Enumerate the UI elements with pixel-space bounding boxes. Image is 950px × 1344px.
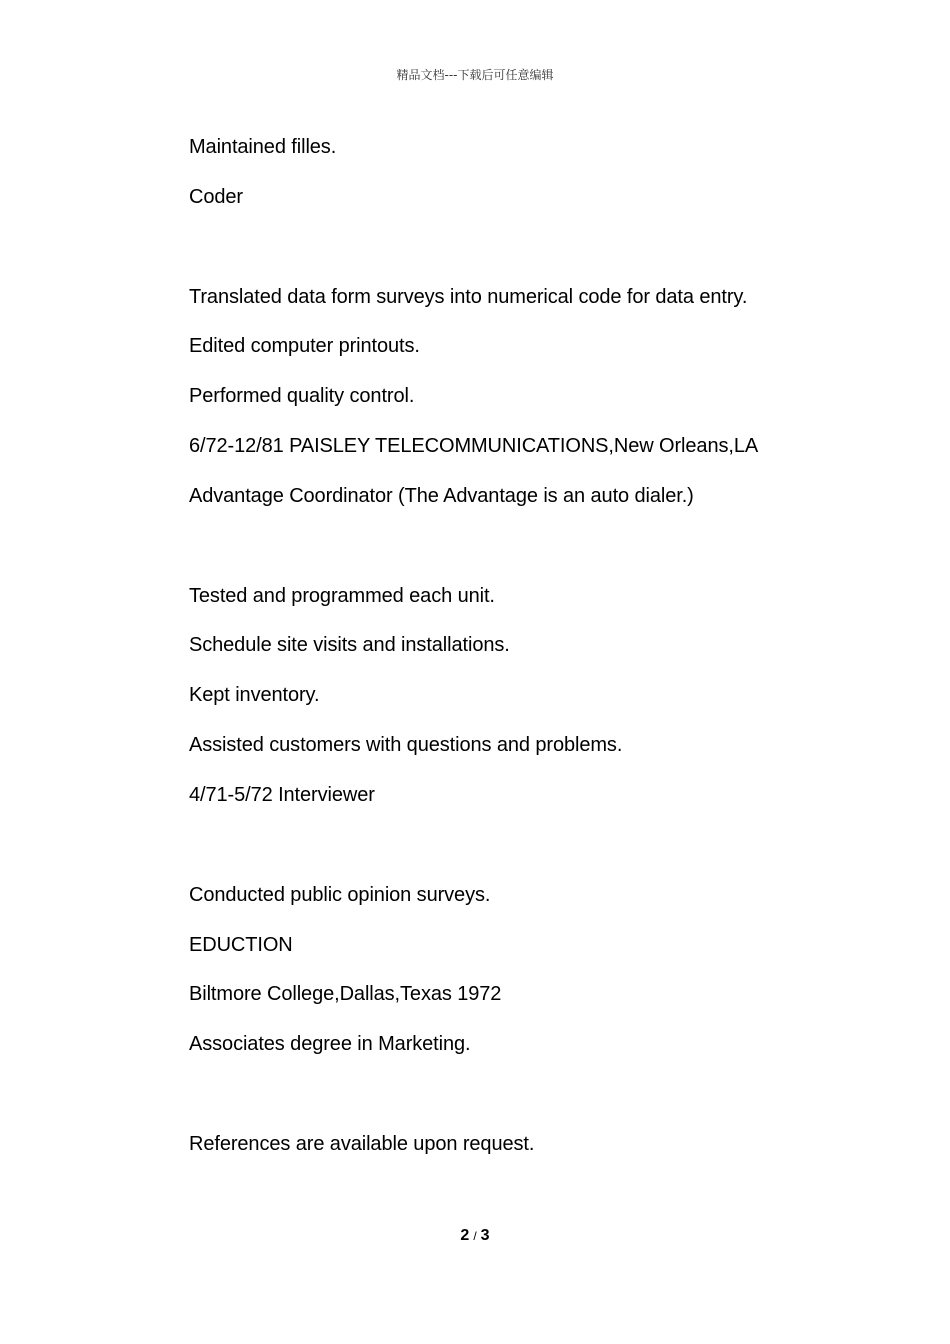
- body-line: Coder: [189, 185, 243, 208]
- total-pages-number: 3: [480, 1227, 490, 1244]
- page-separator: /: [473, 1229, 477, 1243]
- page-number: [0, 1225, 950, 1247]
- body-line: 4/71-5/72 Interviewer: [189, 783, 375, 806]
- body-line: Associates degree in Marketing.: [189, 1033, 471, 1056]
- body-line: [189, 530, 829, 580]
- page-header: 精品文档---下载后可任意编辑: [396, 68, 554, 82]
- body-line: Biltmore College,Dallas,Texas 1972: [189, 983, 502, 1006]
- body-line: Advantage Coordinator (The Advantage is an auto dialer.): [189, 484, 694, 507]
- body-line: Maintained filles.: [189, 136, 337, 158]
- body-line: Assisted customers with questions and problems.: [189, 734, 623, 757]
- body-line: [189, 829, 829, 879]
- body-line: EDUCTION: [189, 933, 293, 956]
- body-line: Kept inventory.: [189, 684, 320, 707]
- current-page-number: 2: [460, 1227, 470, 1244]
- body-line: Edited computer printouts.: [189, 335, 420, 358]
- body-line: Translated data form surveys into numerical code for data entry.: [189, 285, 748, 308]
- body-line: 6/72-12/81 PAISLEY TELECOMMUNICATIONS,New Orleans,LA: [189, 435, 759, 458]
- body-line: Schedule site visits and installations.: [189, 634, 510, 657]
- document-body: [189, 131, 829, 1178]
- body-line: Tested and programmed each unit.: [189, 584, 495, 607]
- body-line: References are available upon request.: [189, 1132, 535, 1155]
- body-line: [189, 1078, 829, 1128]
- body-line: Conducted public opinion surveys.: [189, 883, 491, 906]
- body-line: [189, 231, 829, 281]
- body-line: Performed quality control.: [189, 385, 415, 408]
